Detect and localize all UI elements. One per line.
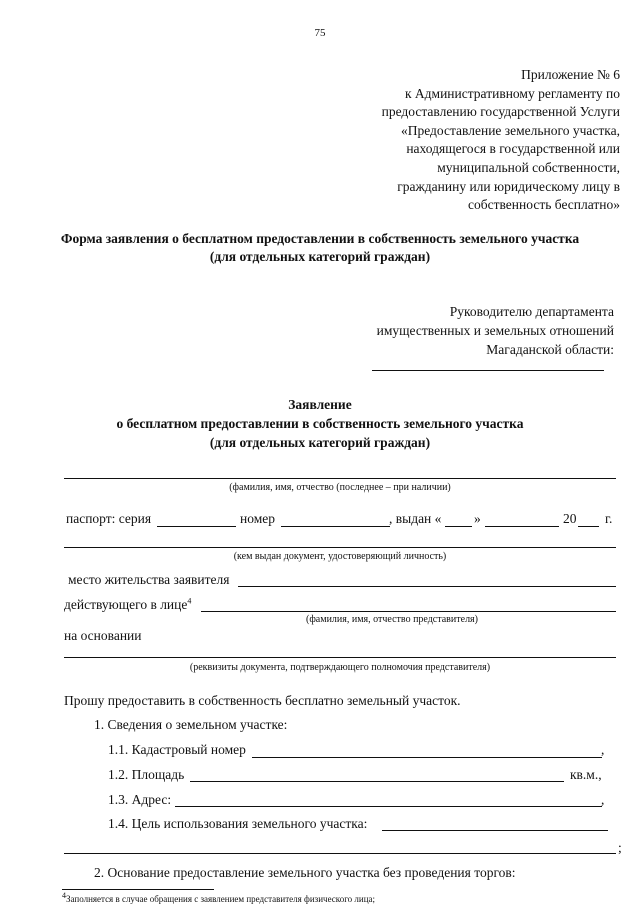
statement-title: Заявление xyxy=(288,397,352,412)
footnote xyxy=(62,891,376,904)
appendix-line: находящегося в государственной или xyxy=(406,141,620,157)
passport-series-field[interactable] xyxy=(157,526,236,527)
footnote-marker: 4 xyxy=(187,596,192,606)
passport-number-field[interactable] xyxy=(281,526,390,527)
footnote-rule xyxy=(62,889,214,890)
passport-number-label: номер xyxy=(240,511,276,526)
passport-year-prefix: 20 xyxy=(563,511,577,526)
issued-by-line[interactable] xyxy=(64,547,616,548)
passport-year-field[interactable] xyxy=(578,526,599,527)
appendix-line: муниципальной собственности, xyxy=(437,159,620,175)
addressee-block xyxy=(377,302,614,359)
passport-year-suffix: г. xyxy=(605,511,613,526)
cadastral-number-field[interactable] xyxy=(252,757,602,758)
statement-subtitle: о бесплатном предоставлении в собственность земельного участка xyxy=(116,416,524,431)
acting-label xyxy=(64,597,191,613)
addressee-line: Магаданской области: xyxy=(486,342,614,357)
appendix-line: предоставлению государственной Услуги xyxy=(381,104,620,120)
purpose-field-continued[interactable] xyxy=(64,853,616,854)
item-1-4-end: ; xyxy=(618,840,622,855)
address-field[interactable] xyxy=(175,806,602,807)
footnote-number: 4 xyxy=(62,891,66,900)
passport-month-field[interactable] xyxy=(485,526,559,527)
representative-caption: (фамилия, имя, отчество представителя) xyxy=(306,614,478,625)
item-1-1-label: 1.1. Кадастровый номер xyxy=(108,742,246,757)
form-title-line: Форма заявления о бесплатном предоставлении в собственность земельного участка xyxy=(60,231,580,246)
residence-label: место жительства заявителя xyxy=(68,572,230,587)
item-2: 2. Основание предоставление земельного участка без проведения торгов: xyxy=(94,865,516,880)
item-1-2-label: 1.2. Площадь xyxy=(108,767,185,782)
item-1-3-label: 1.3. Адрес: xyxy=(108,792,172,807)
passport-series-label: паспорт: серия xyxy=(66,511,152,526)
appendix-line: «Предоставление земельного участка, xyxy=(400,122,620,138)
passport-day-field[interactable] xyxy=(445,526,472,527)
item-1-4-label: 1.4. Цель использования земельного участка: xyxy=(108,816,368,831)
item-1: 1. Сведения о земельном участке: xyxy=(94,717,288,732)
statement-subtitle: (для отдельных категорий граждан) xyxy=(209,435,431,450)
appendix-line: к Административному регламенту по xyxy=(404,85,620,101)
form-title xyxy=(40,230,600,266)
addressee-line: имущественных и земельных отношений xyxy=(376,323,614,338)
appendix-block xyxy=(382,66,620,215)
issued-by-caption: (кем выдан документ, удостоверяющий личность) xyxy=(233,551,447,562)
residence-field[interactable] xyxy=(238,586,616,587)
appendix-line: Приложение № 6 xyxy=(521,67,620,82)
purpose-field[interactable] xyxy=(382,830,608,831)
fio-line[interactable] xyxy=(64,478,616,479)
item-1-3-end: , xyxy=(601,792,605,807)
appendix-line: собственность бесплатно» xyxy=(468,197,620,213)
appendix-line: гражданину или юридическому лицу в xyxy=(397,178,620,194)
passport-issued-label: , выдан « xyxy=(389,511,442,526)
fio-caption: (фамилия, имя, отчество (последнее – при наличии) xyxy=(229,482,451,493)
request-text: Прошу предоставить в собственность бесплатно земельный участок. xyxy=(64,693,461,708)
addressee-line: Руководителю департамента xyxy=(449,304,614,319)
form-title-line: (для отдельных категорий граждан) xyxy=(209,249,431,264)
basis-line[interactable] xyxy=(64,657,616,658)
area-field[interactable] xyxy=(190,781,564,782)
passport-quote-close: » xyxy=(474,511,481,526)
footnote-text: Заполняется в случае обращения с заявлением представителя физического лица; xyxy=(66,894,376,904)
statement-heading xyxy=(40,395,600,452)
basis-label: на основании xyxy=(64,628,142,643)
addressee-blank-line[interactable] xyxy=(372,370,604,371)
page-number: 75 xyxy=(314,27,326,39)
basis-caption: (реквизиты документа, подтверждающего полномочия представителя) xyxy=(189,662,491,673)
item-1-1-end: , xyxy=(601,742,605,757)
item-1-2-end: кв.м., xyxy=(570,767,602,782)
acting-text: действующего в лице xyxy=(64,597,188,612)
acting-field[interactable] xyxy=(201,611,616,612)
